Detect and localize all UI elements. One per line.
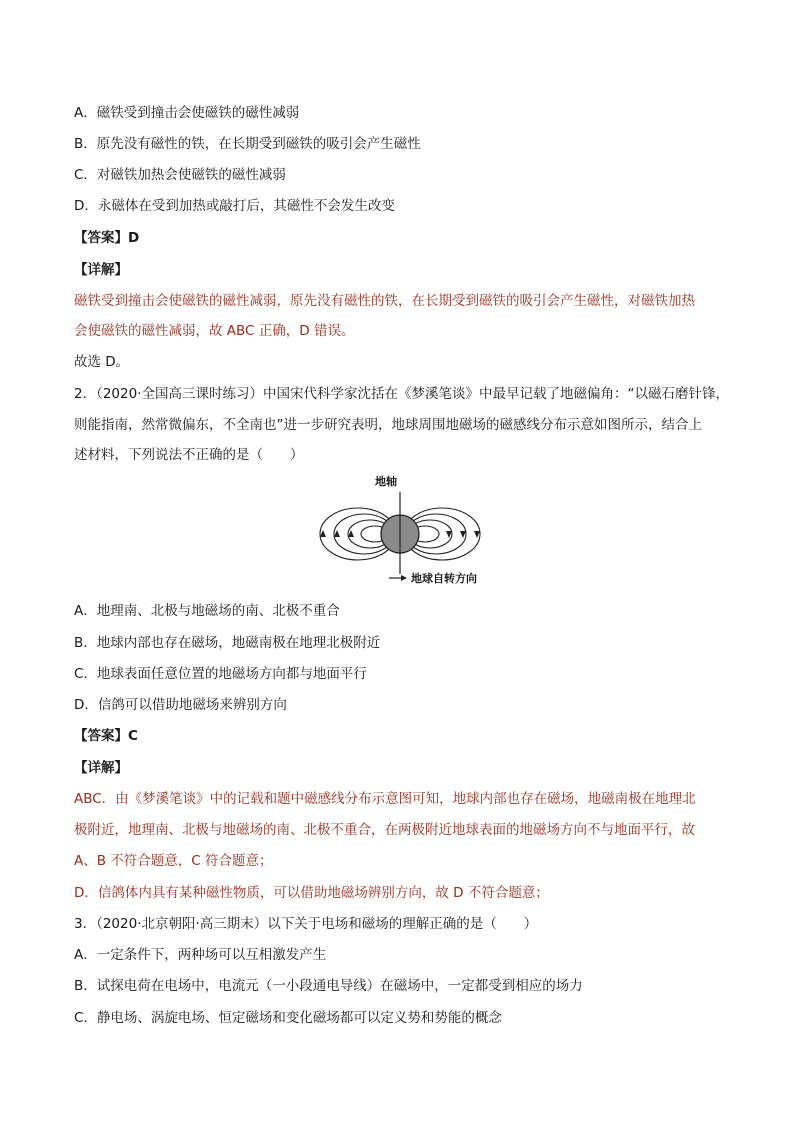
earth-magnetic-field-diagram — [315, 474, 485, 589]
q1-detail-label: 【详解】 — [74, 262, 128, 278]
axis-label: 地轴 — [375, 475, 397, 488]
q1-answer: 【答案】D — [74, 230, 140, 246]
q2-stem-line-2: 则能指南，然常微偏东，不全南也”进一步研究表明，地球周围地磁场的磁感线分布示意如图所示，结合上 — [74, 417, 702, 433]
q2-detail-line-3: A、B 不符合题意，C 符合题意； — [74, 853, 273, 869]
q2-detail-label: 【详解】 — [74, 760, 128, 776]
q2-option-a: A．地理南、北极与地磁场的南、北极不重合 — [74, 603, 340, 619]
q1-option-b: B．原先没有磁性的铁，在长期受到磁铁的吸引会产生磁性 — [74, 136, 421, 152]
rotation-label: 地球自转方向 — [411, 572, 477, 585]
q2-detail-line-1: ABC．由《梦溪笔谈》中的记载和题中磁感线分布示意图可知，地球内部也存在磁场，地磁南极在地理北 — [74, 791, 696, 807]
q2-answer: 【答案】C — [74, 728, 138, 744]
q2-option-b: B．地球内部也存在磁场，地磁南极在地理北极附近 — [74, 635, 381, 651]
q2-detail-line-4: D．信鸽体内具有某种磁性物质，可以借助地磁场辨别方向，故 D 不符合题意； — [74, 885, 549, 901]
q1-detail-line-2: 会使磁铁的磁性减弱，故 ABC 正确，D 错误。 — [74, 323, 355, 339]
q1-option-c: C．对磁铁加热会使磁铁的磁性减弱 — [74, 167, 286, 183]
q2-option-c: C．地球表面任意位置的地磁场方向都与地面平行 — [74, 666, 367, 682]
q2-stem-line-3: 述材料，下列说法不正确的是（ ） — [74, 447, 304, 463]
q1-detail-line-1: 磁铁受到撞击会使磁铁的磁性减弱，原先没有磁性的铁，在长期受到磁铁的吸引会产生磁性，对磁铁加热 — [74, 293, 695, 309]
q1-conclusion: 故选 D。 — [74, 354, 130, 370]
q3-option-b: B．试探电荷在电场中，电流元（一小段通电导线）在磁场中，一定都受到相应的场力 — [74, 978, 583, 994]
q1-option-a: A．磁铁受到撞击会使磁铁的磁性减弱 — [74, 105, 300, 121]
q2-detail-line-2: 极附近，地理南、北极与地磁场的南、北极不重合，在两极附近地球表面的地磁场方向不与地面平行，故 — [74, 822, 695, 838]
q3-stem: 3．（2020·北京朝阳·高三期末）以下关于电场和磁场的理解正确的是（ ） — [74, 916, 538, 932]
q1-option-d: D．永磁体在受到加热或敲打后，其磁性不会发生改变 — [74, 198, 395, 214]
q2-stem-line-1: 2．（2020·全国高三课时练习）中国宋代科学家沈括在《梦溪笔谈》中最早记载了地磁偏角：“以磁石磨针锋， — [74, 386, 729, 402]
q3-option-a: A．一定条件下，两种场可以互相激发产生 — [74, 947, 327, 963]
q2-option-d: D．信鸽可以借助地磁场来辨别方向 — [74, 697, 287, 713]
q3-option-c: C．静电场、涡旋电场、恒定磁场和变化磁场都可以定义势和势能的概念 — [74, 1010, 502, 1026]
